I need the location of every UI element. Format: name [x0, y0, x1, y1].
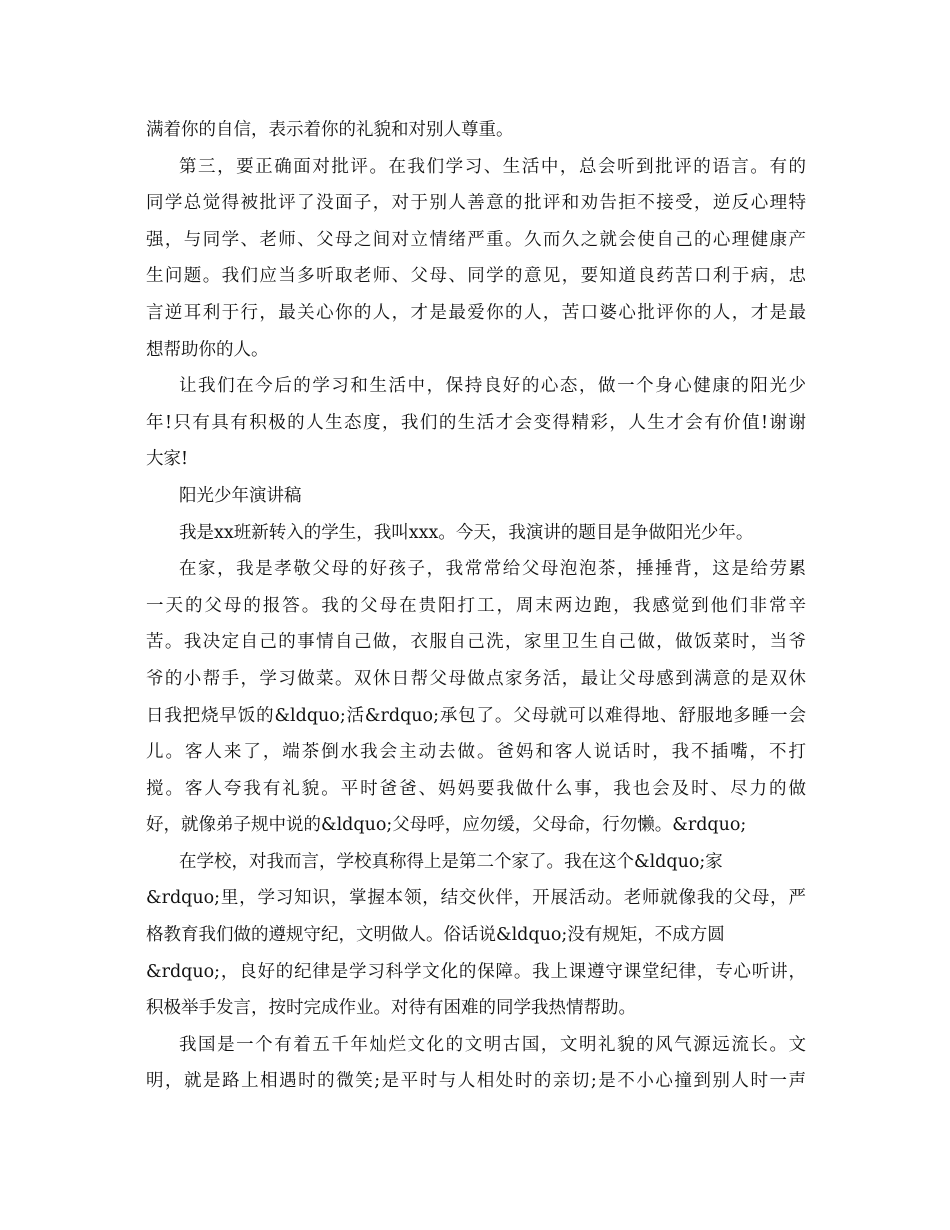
text-line: 格教育我们做的遵规守纪，文明做人。俗话说&ldquo;没有规矩，不成方圆 [146, 925, 725, 946]
text-line: 在学校，对我而言，学校真称得上是第二个家了。我在这个&ldquo;家 [179, 851, 723, 872]
text-line: 第三，要正确面对批评。在我们学习、生活中，总会听到批评的语言。有的 [179, 156, 806, 177]
text-line: 苦。我决定自己的事情自己做，衣服自己洗，家里卫生自己做，做饭菜时，当爷 [146, 632, 806, 653]
text-line: 日我把烧早饭的&ldquo;活&rdquo;承包了。父母就可以难得地、舒服地多睡一会 [146, 705, 806, 726]
text-line: 满着你的自信，表示着你的礼貌和对别人尊重。 [146, 120, 514, 140]
text-line: 同学总觉得被批评了没面子，对于别人善意的批评和劝告拒不接受，逆反心理特 [146, 193, 806, 214]
text-line: 年!只有具有积极的人生态度，我们的生活才会变得精彩，人生才会有价值!谢谢 [146, 412, 806, 433]
document-body [146, 112, 806, 1100]
text-line: &rdquo;里，学习知识，掌握本领，结交伙伴，开展活动。老师就像我的父母，严 [146, 888, 806, 909]
text-line: 明，就是路上相遇时的微笑;是平时与人相处时的亲切;是不小心撞到别人时一声 [146, 1071, 806, 1092]
text-line: 我是xx班新转入的学生，我叫xxx。今天，我演讲的题目是争做阳光少年。 [179, 522, 754, 543]
text-line: 生问题。我们应当多听取老师、父母、同学的意见，要知道良药苦口利于病，忠 [146, 266, 806, 287]
text-line: 儿。客人来了，端茶倒水我会主动去做。爸妈和客人说话时，我不插嘴，不打 [146, 742, 806, 763]
text-line: &rdquo;，良好的纪律是学习科学文化的保障。我上课遵守课堂纪律，专心听讲， [146, 961, 806, 982]
text-line: 想帮助你的人。 [146, 339, 269, 360]
text-line: 阳光少年演讲稿 [179, 485, 302, 506]
text-line: 言逆耳利于行，最关心你的人，才是最爱你的人，苦口婆心批评你的人，才是最 [146, 302, 806, 323]
text-line: 一天的父母的报答。我的父母在贵阳打工，周末两边跑，我感觉到他们非常辛 [146, 595, 806, 616]
text-line: 好，就像弟子规中说的&ldquo;父母呼，应勿缓，父母命，行勿懒。&rdquo; [146, 815, 747, 836]
text-line: 爷的小帮手，学习做菜。双休日帮父母做点家务活，最让父母感到满意的是双休 [146, 668, 806, 689]
text-line: 我国是一个有着五千年灿烂文化的文明古国，文明礼貌的风气源远流长。文 [179, 1034, 806, 1055]
text-line: 大家! [146, 449, 189, 470]
text-line: 在家，我是孝敬父母的好孩子，我常常给父母泡泡茶，捶捶背，这是给劳累 [179, 559, 806, 580]
text-line: 让我们在今后的学习和生活中，保持良好的心态，做一个身心健康的阳光少 [179, 376, 806, 397]
text-line: 积极举手发言，按时完成作业。对待有困难的同学我热情帮助。 [146, 998, 636, 1019]
text-line: 搅。客人夸我有礼貌。平时爸爸、妈妈要我做什么事，我也会及时、尽力的做 [146, 778, 806, 799]
text-line: 强，与同学、老师、父母之间对立情绪严重。久而久之就会使自己的心理健康产 [146, 229, 806, 250]
